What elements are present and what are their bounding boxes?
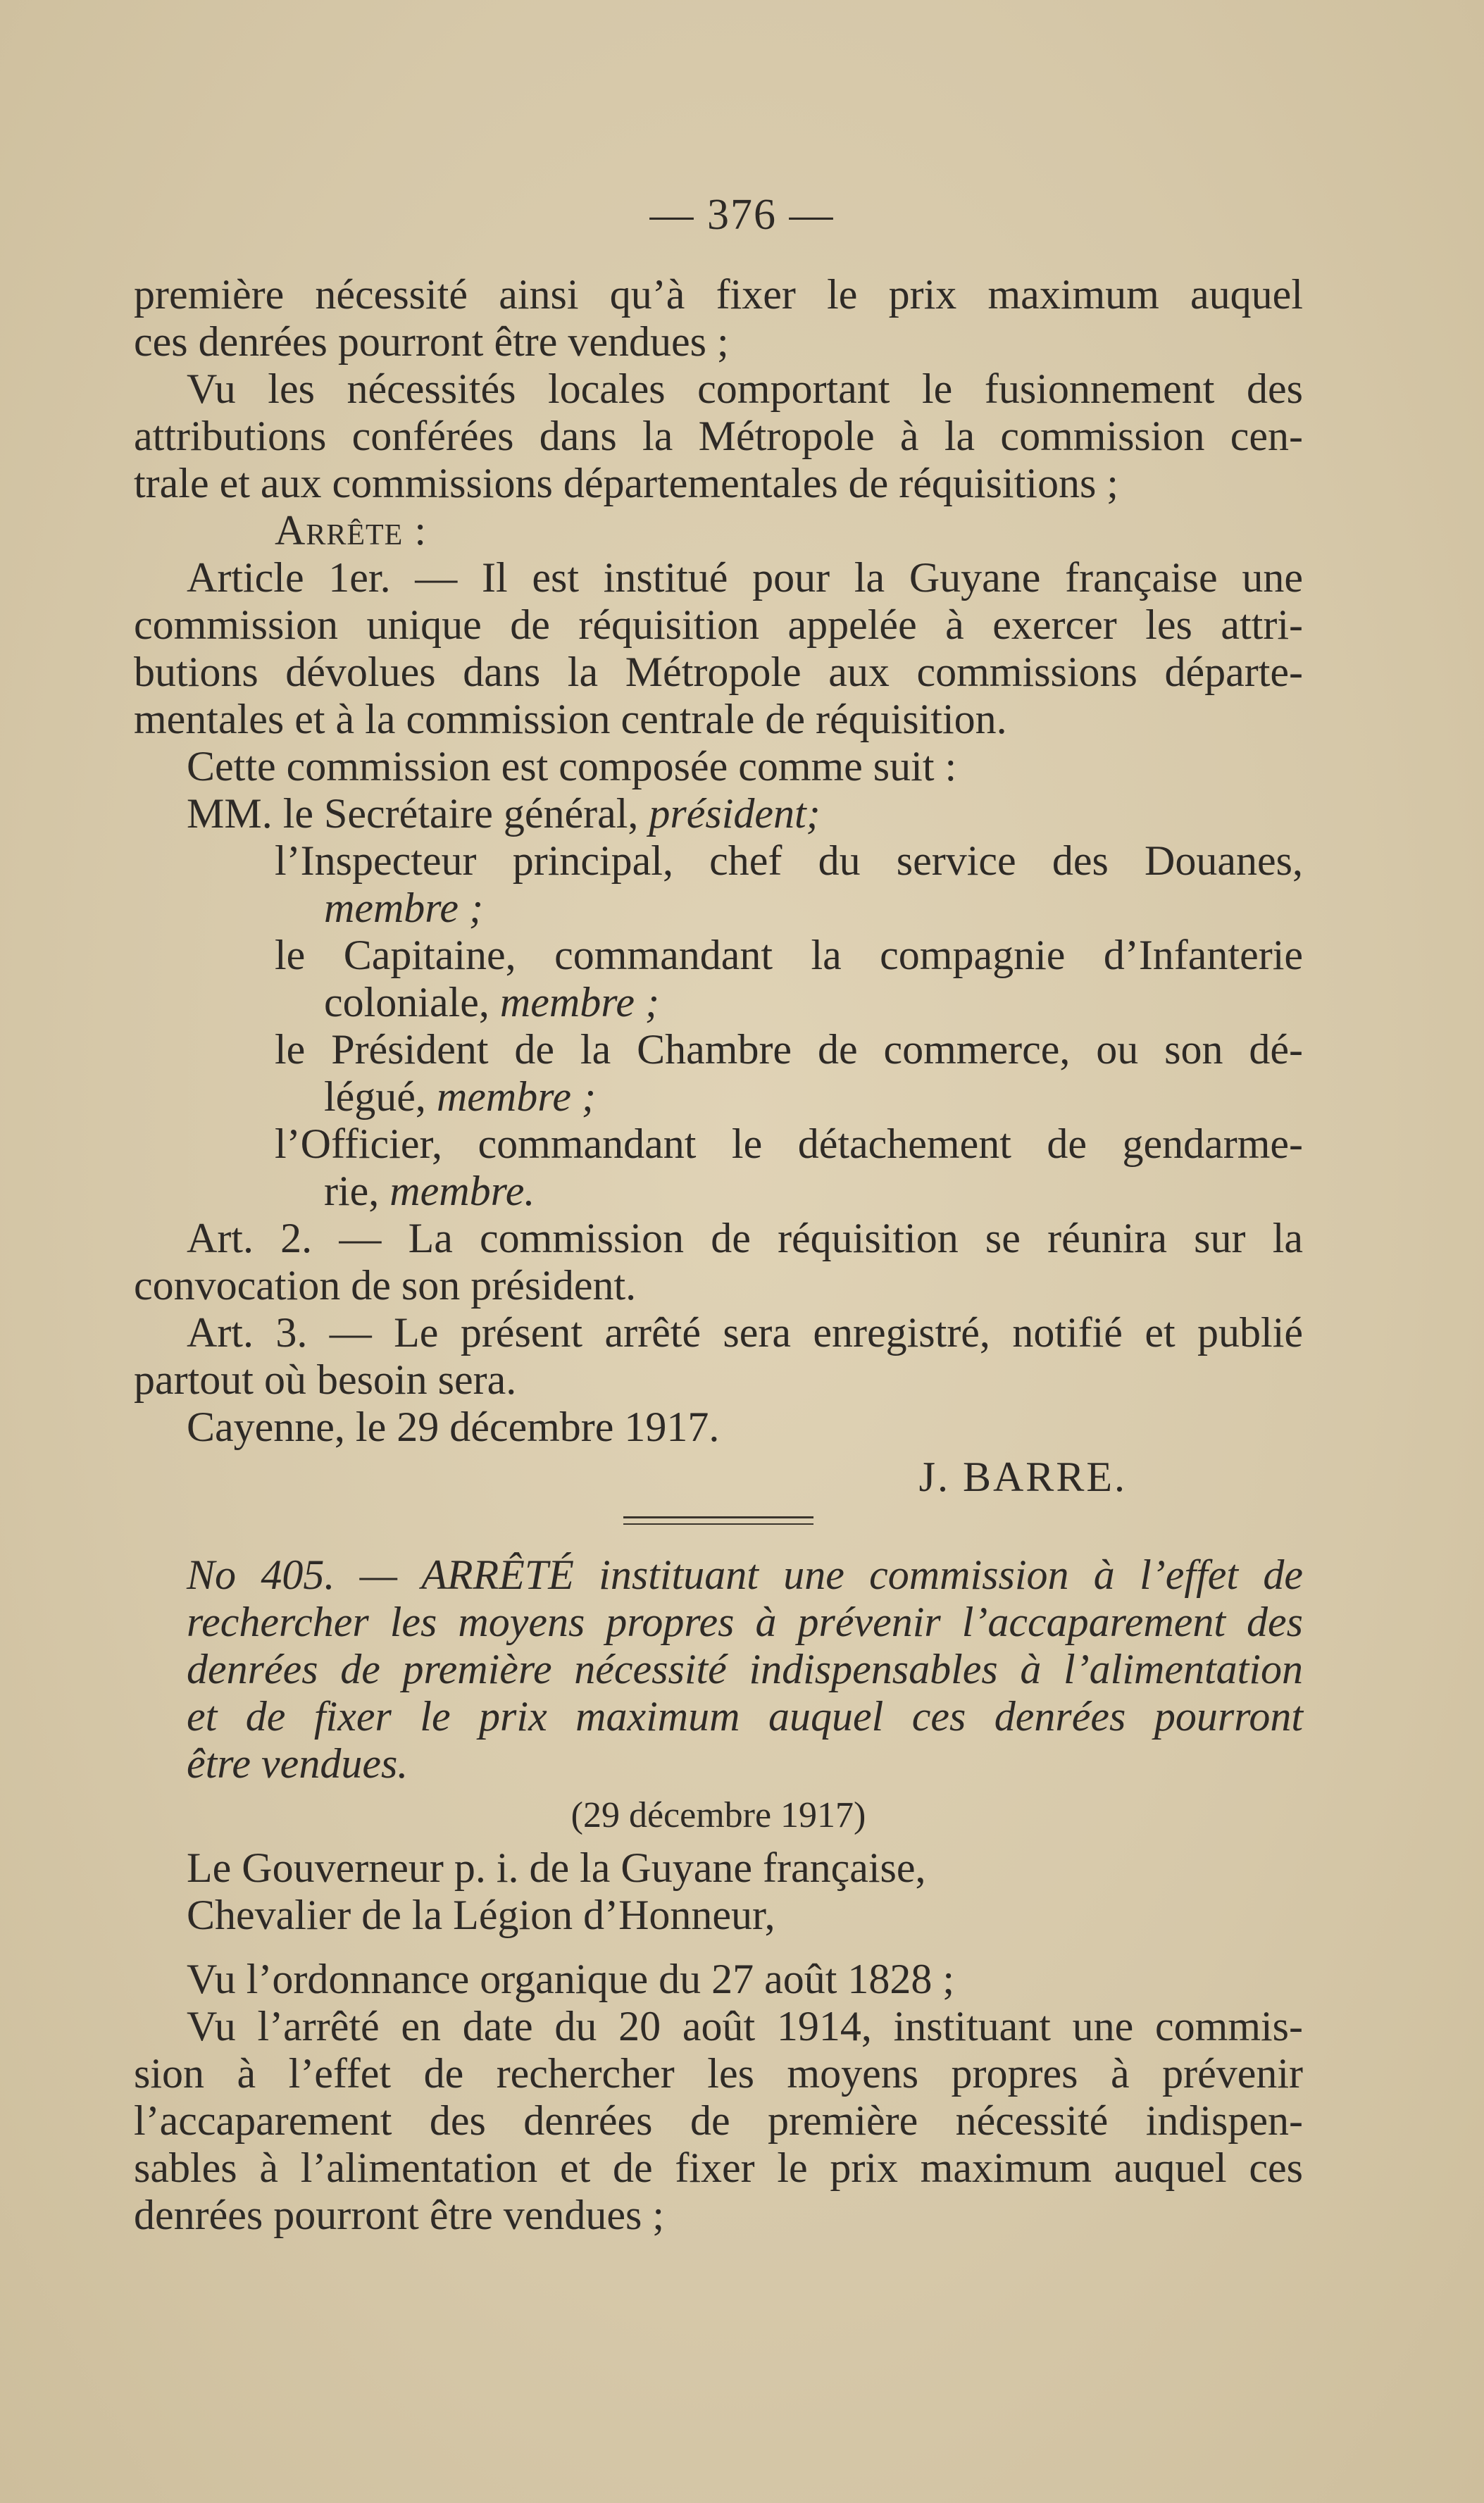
member-text: rie, (324, 1168, 380, 1214)
text-line: mentales et à la commission centrale de réquisition. (134, 696, 1007, 742)
text-line: Vu l’arrêté en date du 20 août 1914, instituant une commis- (187, 2003, 1303, 2049)
text-line: Art. 3. — Le présent arrêté sera enregistré, notifié et publié (187, 1309, 1303, 1356)
member-text: le Capitaine, commandant la compagnie d’Infanterie (275, 932, 1303, 978)
member-line (134, 837, 1303, 885)
member-line (134, 1121, 1303, 1168)
member-line (134, 979, 1303, 1026)
decree-body (134, 1956, 1303, 2239)
governor-block (134, 1845, 1303, 1939)
signature: J. BARRE. (918, 1454, 1127, 1500)
text-line: convocation de son président. (134, 1262, 637, 1309)
text-line: Art. 2. — La commission de réquisition se réunira sur la (187, 1215, 1303, 1261)
preamble (134, 271, 1303, 507)
title-line: denrées de première nécessité indispensables à l’alimentation (187, 1646, 1303, 1692)
text-line: butions dévolues dans la Métropole aux commissions départe- (134, 649, 1303, 695)
article-1 (134, 554, 1303, 790)
title-line: être vendues. (187, 1740, 409, 1787)
text-line: Cayenne, le 29 décembre 1917. (187, 1404, 720, 1450)
decree-date: (29 décembre 1917) (570, 1795, 866, 1835)
text-line: l’accaparement des denrées de première nécessité indispen- (134, 2097, 1303, 2144)
text-line: première nécessité ainsi qu’à fixer le prix maximum auquel (134, 271, 1303, 318)
final-articles (134, 1215, 1303, 1451)
member-text: l’Inspecteur principal, chef du service des Douanes, (275, 837, 1303, 884)
member-role: membre. (389, 1168, 535, 1214)
decree-title (134, 1552, 1303, 1787)
document-body (134, 271, 1303, 2239)
text-line: trale et aux commissions départementales de réquisitions ; (134, 460, 1118, 506)
text-line: sables à l’alimentation et de fixer le prix maximum auquel ces (134, 2145, 1303, 2191)
text-line: commission unique de réquisition appelée à exercer les attri- (134, 601, 1303, 648)
page-number: — 376 — (649, 191, 835, 239)
title-line: No 405. — ARRÊTÉ instituant une commission à l’effet de (187, 1552, 1303, 1598)
title-line: rechercher les moyens propres à prévenir l’accaparement des (187, 1599, 1303, 1645)
title-line: et de fixer le prix maximum auquel ces denrées pourront (187, 1693, 1303, 1740)
text-line: Le Gouverneur p. i. de la Guyane française, (187, 1845, 926, 1891)
text-line: ces denrées pourront être vendues ; (134, 318, 729, 365)
text-line: attributions conférées dans la Métropole à la commission cen- (134, 413, 1303, 459)
member-line (134, 1073, 1303, 1121)
member-role: président; (649, 790, 821, 837)
member-line (134, 932, 1303, 979)
member-line (134, 1168, 1303, 1215)
member-role: membre ; (499, 979, 659, 1025)
text-line: Vu l’ordonnance organique du 27 août 1828 ; (187, 1956, 955, 2002)
section-divider (623, 1516, 813, 1525)
member-line (134, 885, 1303, 932)
text-line: sion à l’effet de rechercher les moyens propres à prévenir (134, 2050, 1303, 2097)
text-line: partout où besoin sera. (134, 1356, 517, 1403)
member-text: légué, (324, 1073, 426, 1120)
member-list (134, 790, 1303, 1215)
member-line (134, 790, 1303, 837)
member-text: MM. le Secrétaire général, (187, 790, 639, 837)
member-line (134, 1026, 1303, 1073)
spacer (134, 1939, 1303, 1956)
member-role: membre ; (436, 1073, 596, 1120)
member-role: membre ; (324, 885, 484, 931)
text-line: denrées pourront être vendues ; (134, 2192, 665, 2238)
text-line: Article 1er. — Il est institué pour la Guyane française une (187, 554, 1303, 601)
text-line: Vu les nécessités locales comportant le fusionnement des (187, 366, 1303, 412)
text-line: Chevalier de la Légion d’Honneur, (187, 1892, 775, 1938)
arrete-heading: Arrête : (275, 507, 427, 554)
text-line: Cette commission est composée comme suit : (187, 743, 957, 789)
member-text: l’Officier, commandant le détachement de gendarme- (275, 1121, 1303, 1167)
member-text: le Président de la Chambre de commerce, ou son dé- (275, 1026, 1303, 1073)
member-text: coloniale, (324, 979, 490, 1025)
